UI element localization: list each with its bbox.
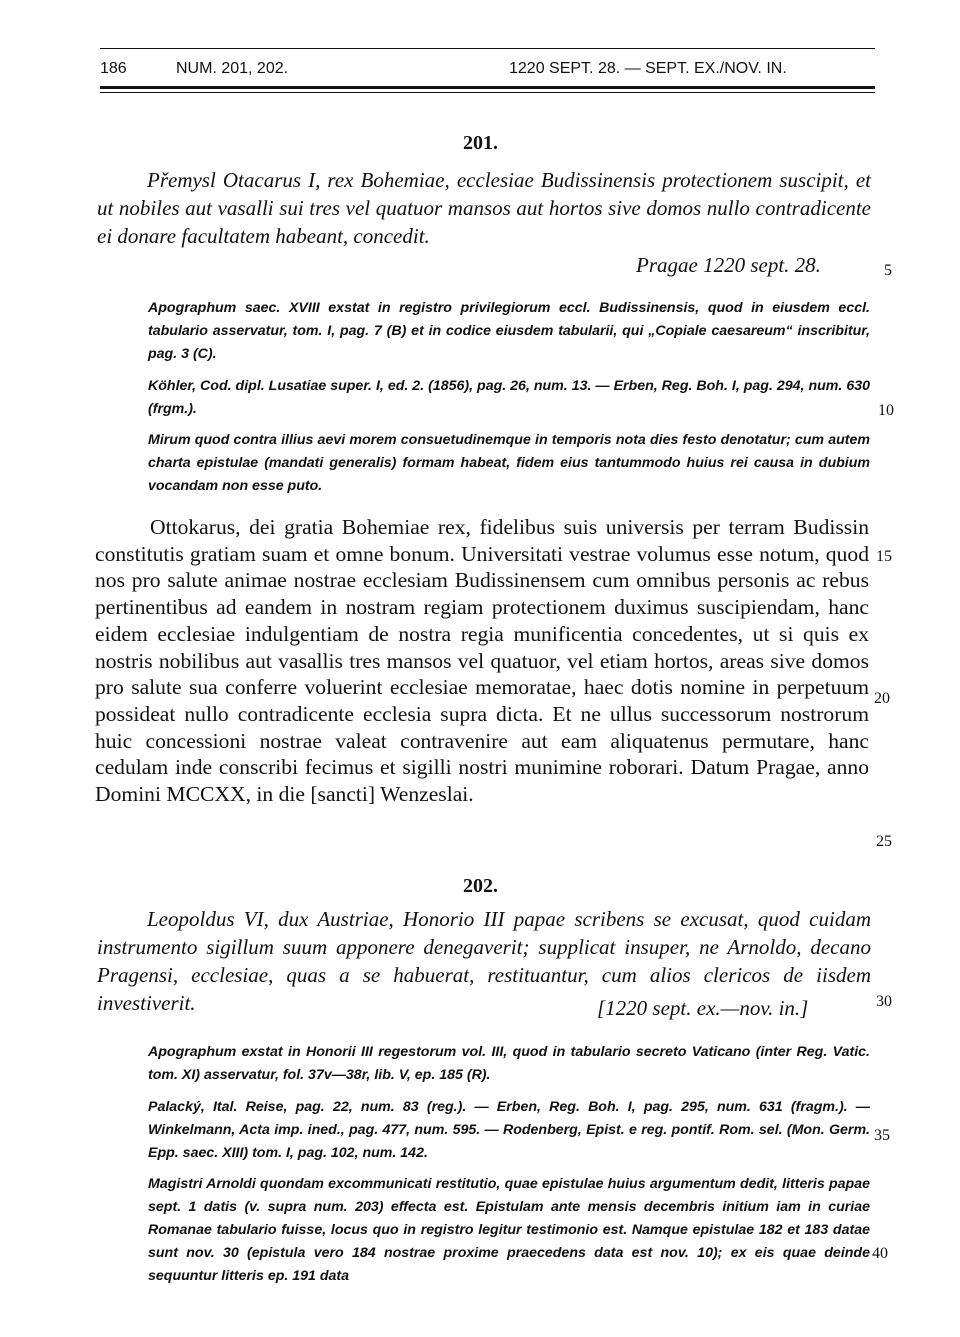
note-apographum-201: Apographum saec. XVIII exstat in registro privilegiorum eccl. Budissinensis, quod in eiusdem eccl. tabulario asservatur, tom. I, pag. 7 (B) et in codice eiusdem tabularii, qui „Copiale caesareum“ inscribitur, pag. 3 (C). — [148, 300, 870, 362]
note-apographum-202: Apographum exstat in Honorii III regestorum vol. III, quod in tabulario secreto Vaticano (inter Reg. Vatic. tom. XI) asservatur, fol. 37v—38r, lib. V, ep. 185 (R). — [148, 1044, 870, 1083]
note-commentary-201: Mirum quod contra illius aevi morem consuetudinemque in temporis nota dies festo denotatur; cum autem charta epistulae (mandati generalis) formam habeat, fidem eius tantummodo huius rei causa in dubium vocandam non esse puto. — [148, 432, 870, 494]
line-number-25: 25 — [876, 833, 892, 850]
line-number-30: 30 — [876, 993, 892, 1010]
header-rule-top — [100, 48, 875, 49]
running-date-range: 1220 SEPT. 28. — SEPT. EX./NOV. IN. — [509, 60, 787, 77]
document-number-201: 201. — [463, 132, 498, 154]
line-number-20: 20 — [874, 690, 890, 707]
dateline-201: Pragae 1220 sept. 28. — [636, 253, 821, 277]
line-number-10: 10 — [878, 402, 894, 419]
header-rule-bottom-thin — [100, 92, 875, 93]
note-editions-202: Palacký, Ital. Reise, pag. 22, num. 83 (reg.). — Erben, Reg. Boh. I, pag. 295, num. 631 (fragm.). — Winkelmann, Acta imp. ined., pag. 477, num. 595. — Rodenberg, Epist. e reg. pontif. Rom. sel. (Mon. Germ. Epp. saec. XIII) tom. I, pag. 102, num. 142. — [148, 1099, 870, 1161]
line-number-40: 40 — [872, 1245, 888, 1262]
header-rule-bottom — [100, 86, 875, 89]
dateline-202: [1220 sept. ex.—nov. in.] — [597, 996, 809, 1020]
note-editions-201: Köhler, Cod. dipl. Lusatiae super. I, ed. 2. (1856), pag. 26, num. 13. — Erben, Reg. Boh. I, pag. 294, num. 630 (frgm.). — [148, 378, 870, 417]
page-number: 186 — [100, 60, 127, 77]
note-commentary-202: Magistri Arnoldi quondam excommunicati restitutio, quae epistulae huius argumentum dedit, litteris papae sept. 1 datis (v. supra num. 203) effecta est. Epistulam ante mensis decembris initium iam in curiae Romanae tabulario fuisse, locus quo in registro legitur testimonio est. Namque epistulae 182 et 183 datae sunt nov. 30 (epistula vero 184 nostrae proxime praecedens data est nov. 10); ex eis quae deinde sequuntur litteris ep. 191 data — [148, 1176, 870, 1284]
line-number-5: 5 — [884, 262, 892, 279]
regest-201: Přemysl Otacarus I, rex Bohemiae, ecclesiae Budissinensis protectionem suscipit, et ut nobiles aut vasalli sui tres vel quatuor mansos aut hortos sive domos nullo contradicente ei donare facultatem habeant, concedit. — [97, 168, 871, 248]
running-section: NUM. 201, 202. — [176, 60, 289, 77]
regest-202: Leopoldus VI, dux Austriae, Honorio III papae scribens se excusat, quod cuidam instrumento sigillum suum apponere denegaverit; supplicat insuper, ne Arnoldo, decano Pragensi, ecclesiae, quas a se habuerat, restituantur, cum alios clericos de iisdem investiverit. — [97, 907, 871, 1015]
document-number-202: 202. — [463, 875, 498, 897]
line-number-35: 35 — [874, 1127, 890, 1144]
charter-text-201: Ottokarus, dei gratia Bohemiae rex, fidelibus suis universis per terram Budissin constitutis gratiam suam et omne bonum. Universitati vestrae volumus esse notum, quod nos pro salute animae nostrae ecclesiam Budissinensem cum omnibus personis ac rebus pertinentibus ad eandem in nostram regiam protectionem duximus suscipiendam, hanc eidem ecclesiae indulgentiam de nostra regia munificentia concedentes, ut si quis ex nostris nobilibus aut vasallis tres mansos vel quatuor, vel etiam hortos, areas sive domos pro salute sua conferre voluerint ecclesiae memoratae, haec dotis nomine in perpetuum possideat nullo contradicente ecclesia supra dicta. Et ne ullus successorum nostrorum huic concessioni nostrae valeat contravenire aut eam aliquatenus permutare, hanc cedulam inde conscribi fecimus et sigilli nostri munimine roborari. Datum Pragae, anno Domini MCCXX, in die [sancti] Wenzeslai. — [95, 515, 869, 807]
line-number-15: 15 — [876, 548, 892, 565]
